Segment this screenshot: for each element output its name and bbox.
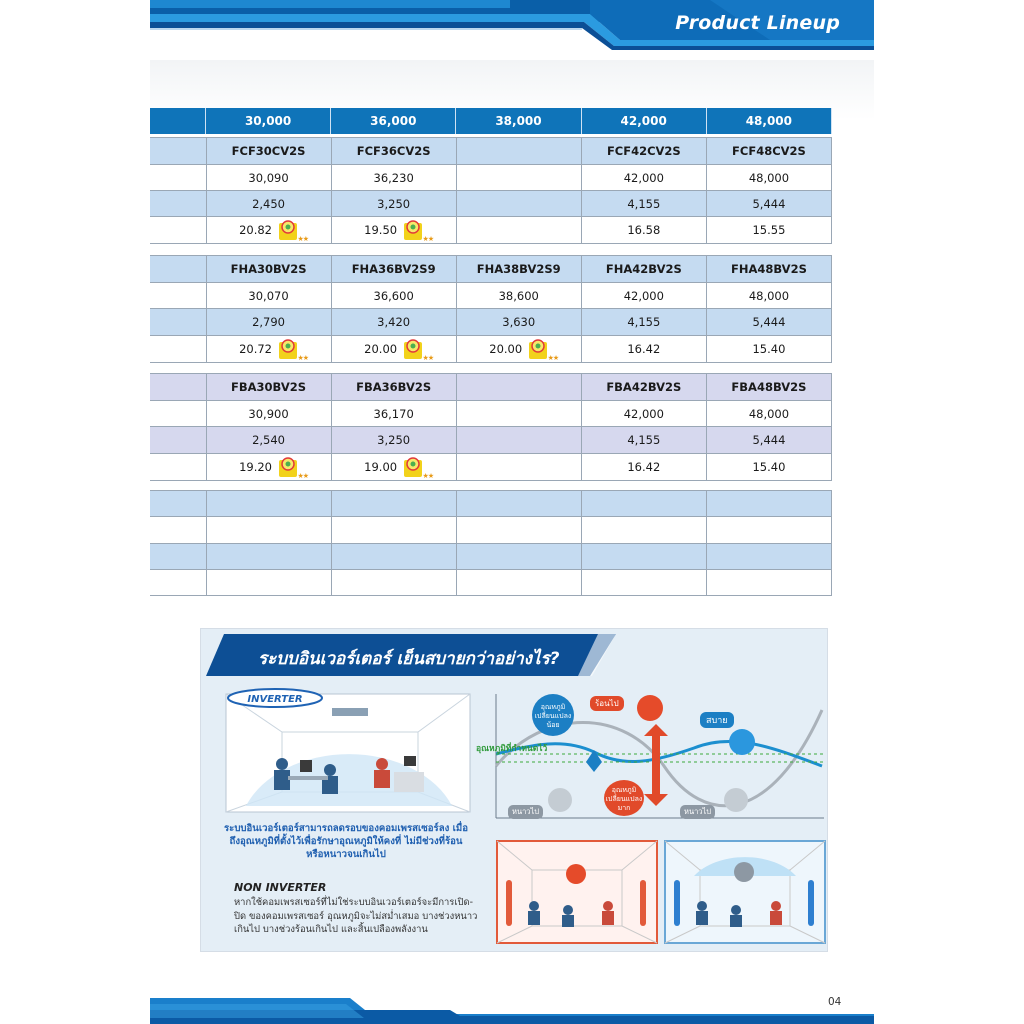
table-row: [150, 309, 832, 336]
hot-room-illustration: [496, 840, 658, 944]
cooling-capacity: 42,000: [581, 165, 706, 191]
seer-value: 15.55: [706, 217, 831, 244]
cooling-capacity: 48,000: [706, 165, 831, 191]
table-row: [150, 191, 832, 217]
cooling-capacity: 36,170: [331, 401, 456, 427]
seer-value: 19.50: [364, 223, 398, 237]
page-title: Product Lineup: [675, 12, 840, 34]
cooling-capacity: 42,000: [581, 283, 706, 309]
energy-label-5-icon: ★★: [528, 338, 548, 360]
energy-label-5-icon: ★★: [278, 219, 298, 241]
seer-value: 16.58: [581, 217, 706, 244]
table-row: [150, 374, 832, 401]
power-input: 2,790: [206, 309, 331, 336]
model-name: FHA38BV2S9: [456, 256, 581, 283]
cooling-capacity: [456, 165, 581, 191]
model-name: FHA36BV2S9: [331, 256, 456, 283]
capacity-48000: 48,000: [707, 108, 832, 134]
energy-label-5-icon: ★★: [278, 456, 298, 478]
model-name: FCF36CV2S: [331, 138, 456, 165]
table-row: [150, 336, 832, 363]
cooling-capacity: 30,070: [206, 283, 331, 309]
power-input: 3,250: [331, 427, 456, 454]
capacity-36000: 36,000: [331, 108, 456, 134]
cooling-capacity: 30,090: [206, 165, 331, 191]
non-inverter-title: NON INVERTER: [234, 881, 327, 894]
table-row: [150, 401, 832, 427]
power-input: 3,630: [456, 309, 581, 336]
cooling-capacity: [456, 401, 581, 427]
cooling-capacity: 48,000: [706, 283, 831, 309]
power-input: 5,444: [706, 427, 831, 454]
power-input: [456, 427, 581, 454]
panel-title: ระบบอินเวอร์เตอร์ เย็นสบายกว่าอย่างไร?: [258, 649, 560, 669]
seer-value: 20.00: [364, 342, 398, 356]
fba-spec-table: [150, 373, 832, 481]
energy-label-5-icon: ★★: [403, 338, 423, 360]
power-input: 5,444: [706, 309, 831, 336]
small-change-bubble: อุณหภูมิ เปลี่ยนแปลง น้อย: [532, 694, 574, 736]
table-row: [150, 454, 832, 481]
seer-value: 20.00: [489, 342, 523, 356]
table-row: [150, 283, 832, 309]
power-input: 2,450: [206, 191, 331, 217]
cooling-capacity: 38,600: [456, 283, 581, 309]
inverter-badge: [226, 688, 324, 708]
seer-value: 16.42: [581, 454, 706, 481]
table-row: [150, 217, 832, 244]
model-name: FBA48BV2S: [706, 374, 831, 401]
cooling-capacity: 42,000: [581, 401, 706, 427]
table-row: [150, 544, 832, 570]
power-input: 3,420: [331, 309, 456, 336]
cooling-capacity: 36,600: [331, 283, 456, 309]
seer-value: 20.72: [239, 342, 273, 356]
capacity-30000: 30,000: [206, 108, 331, 134]
table-row: [150, 491, 832, 517]
seer-value: [456, 217, 581, 244]
power-input: [456, 191, 581, 217]
hot-label: ร้อนไป: [590, 696, 624, 711]
table-row: [150, 517, 832, 544]
empty-spec-table: [150, 490, 832, 596]
model-name: FBA42BV2S: [581, 374, 706, 401]
energy-label-5-icon: ★★: [278, 338, 298, 360]
cooling-capacity: 48,000: [706, 401, 831, 427]
cold-label: หนาวไป: [508, 805, 543, 819]
table-row: [150, 256, 832, 283]
energy-label-5-icon: ★★: [403, 456, 423, 478]
cooling-capacity: 30,900: [206, 401, 331, 427]
table-row: [150, 138, 832, 165]
model-name: FCF42CV2S: [581, 138, 706, 165]
model-name: [456, 138, 581, 165]
cooling-capacity: 36,230: [331, 165, 456, 191]
fha-spec-table: [150, 255, 832, 363]
seer-value: 19.20: [239, 460, 273, 474]
energy-label-5-icon: ★★: [403, 219, 423, 241]
seer-value: 16.42: [581, 336, 706, 363]
capacity-38000: 38,000: [456, 108, 581, 134]
model-name: FHA30BV2S: [206, 256, 331, 283]
model-name: [456, 374, 581, 401]
model-name: FBA30BV2S: [206, 374, 331, 401]
model-name: FCF30CV2S: [206, 138, 331, 165]
model-name: FCF48CV2S: [706, 138, 831, 165]
power-input: 3,250: [331, 191, 456, 217]
fcf-spec-table: [150, 137, 832, 244]
model-name: FHA48BV2S: [706, 256, 831, 283]
model-name: FHA42BV2S: [581, 256, 706, 283]
power-input: 4,155: [581, 191, 706, 217]
seer-value: 15.40: [706, 454, 831, 481]
set-temperature-label: อุณหภูมิที่กำหนดไว้: [476, 744, 548, 754]
capacity-42000: 42,000: [582, 108, 707, 134]
inverter-description: ระบบอินเวอร์เตอร์สามารถลดรอบของคอมเพรสเซอร์ลง เมื่อถึงอุณหภูมิที่ตั้งไว้เพื่อรักษาอุณหภูมิให้คงที่ ไม่มีช่วงที่ร้อนหรือหนาวจนเกินไป: [224, 823, 468, 860]
power-input: 4,155: [581, 309, 706, 336]
capacity-label-cell: [150, 108, 206, 134]
capacity-header-row: [150, 108, 832, 134]
seer-value: 15.40: [706, 336, 831, 363]
table-row: [150, 165, 832, 191]
non-inverter-description: หากใช้คอมเพรสเซอร์ที่ไม่ใช่ระบบอินเวอร์เตอร์จะมีการเปิด-ปิด ของคอมเพรสเซอร์ อุณหภูมิจะไม่สม่ำเสมอ บางช่วงหนาวเกินไป บางช่วงร้อนเกินไป และสิ้นเปลืองพลังงาน: [234, 897, 478, 935]
power-input: 4,155: [581, 427, 706, 454]
page-number: 04: [828, 996, 842, 1008]
comfortable-label: สบาย: [700, 712, 734, 728]
table-row: [150, 570, 832, 596]
seer-value: [456, 454, 581, 481]
power-input: 5,444: [706, 191, 831, 217]
power-input: 2,540: [206, 427, 331, 454]
footer-banner: [150, 980, 874, 1024]
seer-value: 20.82: [239, 223, 273, 237]
cold-label: หนาวไป: [680, 805, 715, 819]
model-name: FBA36BV2S: [331, 374, 456, 401]
inverter-badge-text: INVERTER: [247, 694, 303, 705]
cold-room-illustration: [664, 840, 826, 944]
big-change-bubble: อุณหภูมิ เปลี่ยนแปลง มาก: [604, 780, 644, 816]
table-row: [150, 427, 832, 454]
seer-value: 19.00: [364, 460, 398, 474]
